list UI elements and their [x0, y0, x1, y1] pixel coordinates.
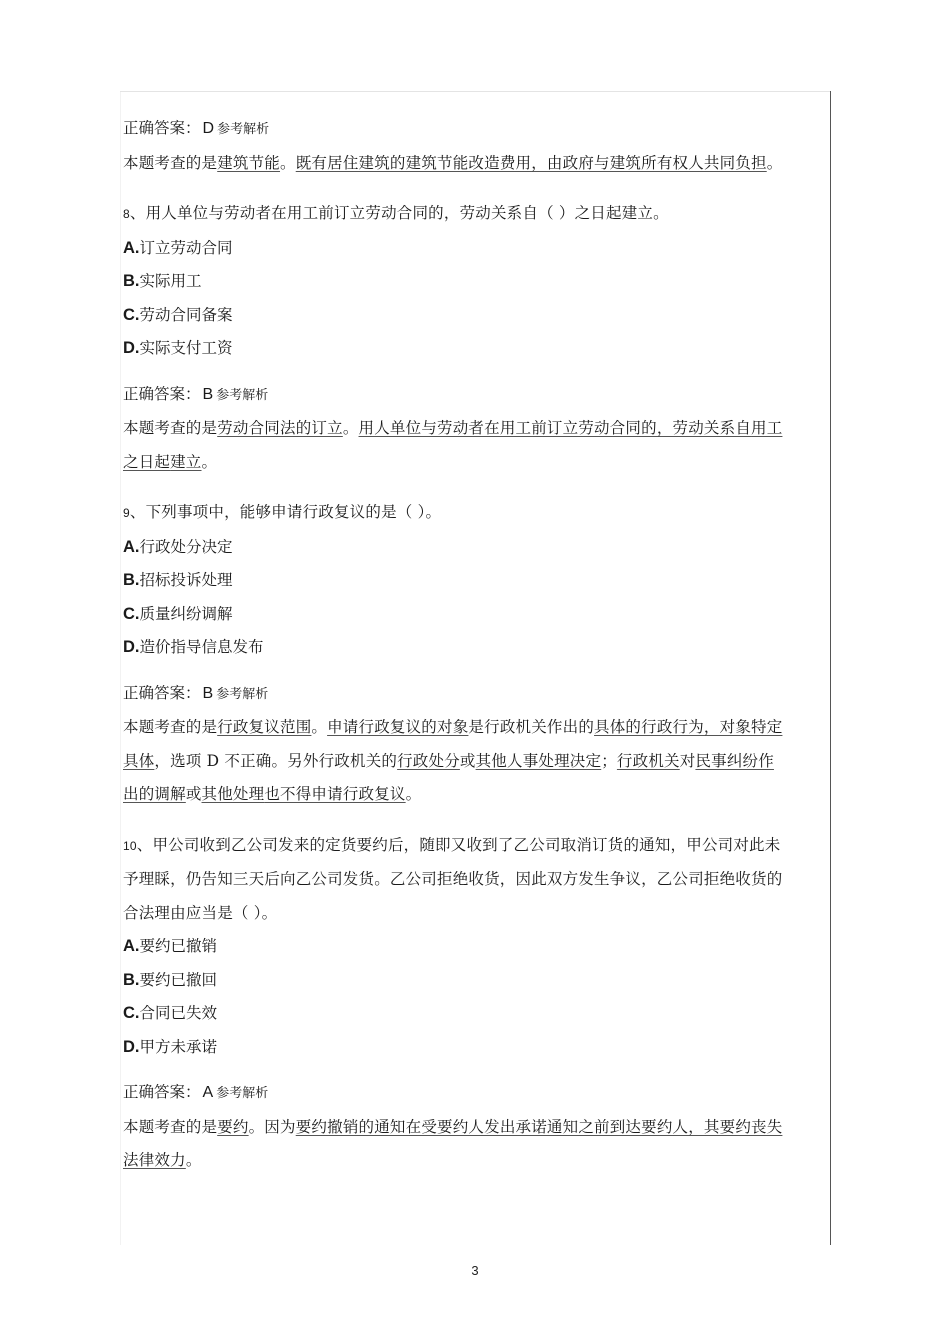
analysis-text: 。: [766, 153, 783, 172]
question-number: 10: [123, 838, 137, 853]
analysis-8-line-1: [123, 412, 829, 446]
answer-letter: B: [202, 684, 214, 702]
analysis-text: 。: [185, 1151, 202, 1169]
spacer: [123, 180, 829, 197]
analysis-9-line-2: [123, 745, 829, 779]
analysis-text: 本题考查的是: [123, 419, 218, 437]
analysis-text: 或: [185, 785, 202, 803]
analysis-9-line-3: [123, 778, 829, 812]
analysis-text: 。: [201, 452, 218, 471]
option-8-a: [123, 232, 829, 266]
reference-analysis-label: 参考解析: [216, 1086, 269, 1101]
option-text: 质量纠纷调解: [139, 604, 233, 623]
analysis-keyword: 要约撤销的通知在受要约人发出承诺通知之前到达要约人，其要约丧失: [295, 1117, 783, 1136]
reference-analysis-label: 参考解析: [216, 686, 269, 702]
analysis-text: 。因为: [248, 1117, 296, 1136]
analysis-keyword: 建立: [170, 452, 202, 471]
analysis-keyword: 要约: [217, 1117, 249, 1136]
question-text: 、用人单位与劳动者在用工前订立劳动合同的，劳动关系自（ ）之日起建立。: [129, 204, 669, 222]
question-10-line-2: [123, 863, 829, 897]
analysis-text: 。: [280, 153, 296, 172]
analysis-keyword: 用人单位与劳动者在用工前订立劳动合同的，劳动关系自: [358, 419, 752, 437]
analysis-text: 是行政机关作出的: [468, 718, 595, 736]
analysis-keyword: 建筑节能: [217, 153, 281, 172]
option-letter: A.: [123, 238, 140, 257]
spacer: [123, 665, 829, 677]
option-10-d: [123, 1031, 829, 1065]
analysis-keyword: 申请行政复议的对象: [327, 718, 469, 736]
spacer: [123, 1064, 829, 1076]
analysis-text: 本题考查的是: [123, 718, 218, 736]
question-9: [123, 496, 829, 531]
analysis-9-line-1: [123, 711, 829, 745]
option-text: 要约已撤销: [139, 937, 218, 955]
analysis-text: ，选项 D 不正确。另外行政机关的: [154, 751, 398, 770]
analysis-keyword: 之日起: [123, 452, 171, 471]
answer-prefix: 正确答案：: [123, 384, 201, 403]
question-10-line-1: [123, 829, 829, 864]
answer-letter: A: [202, 1084, 214, 1101]
option-text: 招标投诉处理: [139, 571, 233, 589]
answer-line-7: [123, 112, 829, 147]
spacer: [123, 812, 829, 829]
option-letter: C.: [123, 1004, 140, 1022]
analysis-10-line-1: [123, 1111, 829, 1145]
analysis-7-line-1: [123, 147, 829, 181]
reference-analysis-label: 参考解析: [216, 387, 269, 403]
answer-prefix: 正确答案：: [123, 1083, 201, 1101]
analysis-keyword: 法律效力: [123, 1151, 186, 1169]
option-text: 造价指导信息发布: [139, 638, 264, 656]
analysis-keyword: 行政复议范围: [217, 718, 312, 736]
option-letter: B.: [123, 272, 140, 290]
option-letter: D.: [123, 339, 140, 357]
analysis-keyword: 具体的行政行为，对象特定: [594, 718, 783, 736]
option-8-d: [123, 332, 829, 366]
answer-prefix: 正确答案：: [123, 683, 201, 702]
option-text: 劳动合同备案: [139, 305, 233, 324]
option-8-b: [123, 265, 829, 299]
question-text: 予理睬，仍告知三天后向乙公司发货。乙公司拒绝收货，因此双方发生争议，乙公司拒绝收货的: [123, 870, 783, 888]
analysis-text: 或: [459, 751, 476, 770]
option-letter: A.: [123, 537, 140, 556]
analysis-text: 本题考查的是: [123, 153, 218, 172]
option-10-a: [123, 930, 829, 964]
analysis-keyword: 出的调解: [123, 785, 186, 803]
option-text: 要约已撤回: [139, 970, 218, 989]
analysis-text: 。: [405, 785, 422, 803]
answer-line-8: [123, 378, 829, 413]
analysis-keyword: 劳动合同法的订立: [217, 419, 343, 437]
answer-letter: D: [202, 120, 215, 137]
answer-letter: B: [202, 385, 214, 403]
document-body: [123, 112, 829, 1178]
option-8-c: [123, 299, 829, 333]
analysis-keyword: 用工: [751, 419, 783, 437]
option-text: 行政处分决定: [139, 537, 233, 556]
question-8: [123, 197, 829, 232]
option-letter: A.: [123, 937, 140, 955]
option-letter: C.: [123, 604, 140, 623]
spacer: [123, 479, 829, 496]
analysis-keyword: 具体: [123, 751, 155, 770]
spacer: [123, 366, 829, 378]
analysis-8-line-2: [123, 446, 829, 480]
analysis-text: ；: [601, 751, 617, 770]
option-text: 合同已失效: [139, 1004, 218, 1022]
option-letter: D.: [123, 638, 140, 656]
reference-analysis-label: 参考解析: [217, 122, 270, 137]
answer-line-10: [123, 1076, 829, 1111]
analysis-text: 。: [342, 419, 359, 437]
question-text: 合法理由应当是（ ）。: [123, 903, 278, 922]
option-letter: C.: [123, 305, 140, 324]
analysis-keyword: 既有居住建筑的建筑节能改造费用，由政府与建筑所有权人共同负担: [295, 153, 767, 172]
option-9-d: [123, 631, 829, 665]
option-text: 订立劳动合同: [139, 238, 233, 257]
page-frame-left-rule: [120, 92, 121, 1245]
option-9-b: [123, 564, 829, 598]
answer-line-9: [123, 677, 829, 712]
option-letter: B.: [123, 571, 140, 589]
option-text: 甲方未承诺: [139, 1037, 218, 1056]
question-number: 8: [123, 207, 130, 221]
page-frame-top-rule: [120, 91, 830, 92]
analysis-keyword: 民事纠纷作: [695, 751, 774, 770]
option-text: 实际用工: [139, 272, 202, 290]
option-9-a: [123, 531, 829, 565]
analysis-keyword: 行政机关: [616, 751, 680, 770]
analysis-keyword: 其他人事处理决定: [475, 751, 602, 770]
option-9-c: [123, 598, 829, 632]
question-10-line-3: [123, 897, 829, 931]
answer-prefix: 正确答案：: [123, 119, 201, 137]
question-number: 9: [123, 506, 130, 520]
analysis-text: 。: [311, 718, 328, 736]
analysis-keyword: 行政处分: [397, 751, 460, 770]
page-number: 3: [471, 1263, 479, 1278]
analysis-text: 本题考查的是: [123, 1117, 218, 1136]
question-text: 、下列事项中，能够申请行政复议的是（ ）。: [129, 503, 442, 521]
option-10-c: [123, 997, 829, 1031]
option-letter: B.: [123, 970, 140, 989]
analysis-text: 对: [679, 751, 696, 770]
analysis-keyword: 也不得申请行政复议: [264, 785, 406, 803]
option-10-b: [123, 964, 829, 998]
option-text: 实际支付工资: [139, 339, 233, 357]
analysis-10-line-2: [123, 1144, 829, 1178]
analysis-keyword: 其他处理: [201, 785, 265, 803]
page-frame-right-rule: [830, 91, 831, 1245]
question-text: 、甲公司收到乙公司发来的定货要约后，随即又收到了乙公司取消订货的通知，甲公司对此未: [136, 835, 781, 854]
option-letter: D.: [123, 1037, 140, 1056]
